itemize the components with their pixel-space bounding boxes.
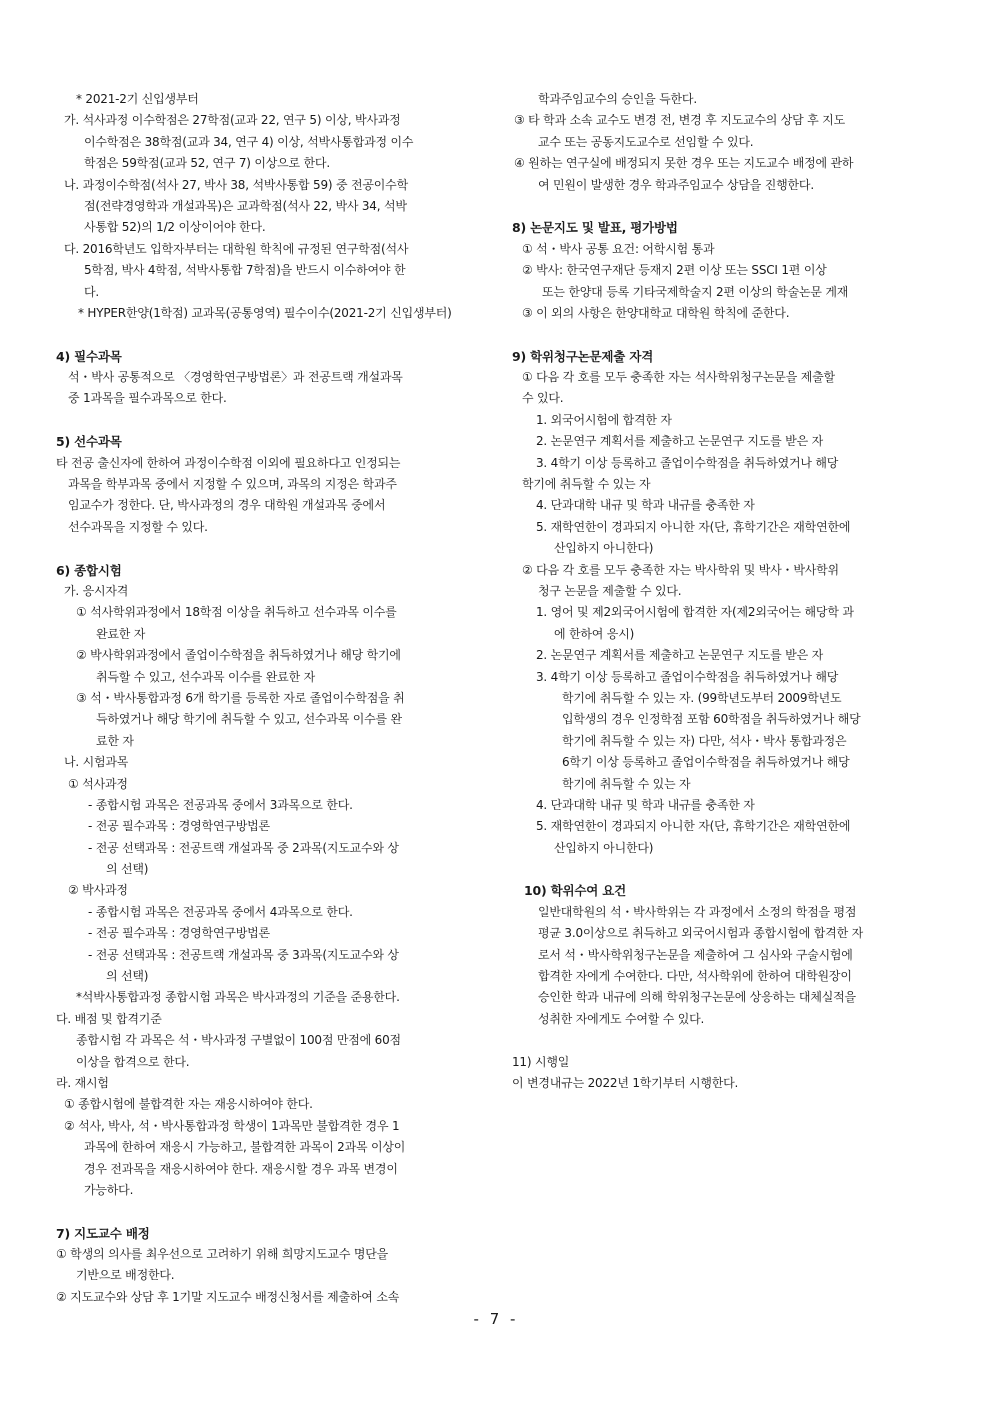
text-line: ③ 타 학과 소속 교수도 변경 전, 변경 후 지도교수의 상담 후 지도 (514, 113, 845, 128)
text-line: 가. 석사과정 이수학점은 27학점(교과 22, 연구 5) 이상, 박사과정 (64, 113, 401, 128)
text-line: 타 전공 출신자에 한하여 과정이수학점 이외에 필요하다고 인정되는 (56, 455, 401, 470)
text-line: 1. 영어 및 제2외국어시험에 합격한 자(제2외국어는 해당학 과 (536, 605, 854, 620)
page-number: - 7 - (473, 1310, 519, 1328)
text-line: 임교수가 정한다. 단, 박사과정의 경우 대학원 개설과목 중에서 (68, 498, 386, 513)
left-column (56, 89, 480, 1308)
text-line: 5. 재학연한이 경과되지 아니한 자(단, 휴학기간은 재학연한에 (536, 819, 851, 834)
text-line: 다. 배점 및 합격기준 (56, 1011, 162, 1026)
text-line: 학과주임교수의 승인을 득한다. (538, 92, 697, 106)
text-line: 로서 석・박사학위청구논문을 제출하여 그 심사와 구술시험에 (538, 947, 853, 962)
text-line: 수 있다. (522, 391, 564, 406)
text-line: ① 종합시험에 불합격한 자는 재응시하여야 한다. (64, 1097, 313, 1112)
text-line: - 전공 선택과목 : 전공트랙 개설과목 중 2과목(지도교수와 상 (88, 840, 399, 855)
text-line: 의 선택) (106, 862, 149, 877)
section-heading: 7) 지도교수 배정 (56, 1225, 150, 1241)
text-line: 완료한 자 (96, 626, 146, 641)
text-line: * HYPER한양(1학점) 교과목(공통영역) 필수이수(2021-2기 신입생부터) (78, 305, 452, 320)
text-line: - 전공 선택과목 : 전공트랙 개설과목 중 3과목(지도교수와 상 (88, 947, 399, 962)
text-line: ① 다음 각 호를 모두 충족한 자는 석사학위청구논문을 제출할 (522, 370, 835, 385)
text-line: 나. 과정이수학점(석사 27, 박사 38, 석박사통합 59) 중 전공이수학 (64, 177, 408, 192)
text-line: ② 다음 각 호를 모두 충족한 자는 박사학위 및 박사・박사학위 (522, 562, 839, 577)
text-line: 5. 재학연한이 경과되지 아니한 자(단, 휴학기간은 재학연한에 (536, 519, 851, 534)
text-line: 평균 3.0이상으로 취득하고 외국어시험과 종합시험에 합격한 자 (538, 926, 863, 941)
text-line: 라. 재시험 (56, 1075, 109, 1090)
text-line: 점(전략경영학과 개설과목)은 교과학점(석사 22, 박사 34, 석박 (84, 198, 407, 213)
text-line: ① 석사과정 (68, 776, 128, 791)
text-line: 다. 2016학년도 입학자부터는 대학원 학칙에 규정된 연구학점(석사 (64, 241, 409, 256)
text-line: 4. 단과대학 내규 및 학과 내규를 충족한 자 (536, 797, 755, 812)
text-line: ② 박사과정 (68, 883, 128, 898)
text-line: ② 석사, 박사, 석・박사통합과정 학생이 1과목만 불합격한 경우 1 (64, 1118, 400, 1133)
text-line: ① 석사학위과정에서 18학점 이상을 취득하고 선수과목 이수를 (76, 605, 397, 620)
section-heading: 9) 학위청구논문제출 자격 (512, 348, 654, 364)
text-line: 승인한 학과 내규에 의해 학위청구논문에 상응하는 대체실적을 (538, 990, 856, 1005)
text-line: 4. 단과대학 내규 및 학과 내규를 충족한 자 (536, 498, 755, 513)
text-line: ④ 원하는 연구실에 배정되지 못한 경우 또는 지도교수 배정에 관하 (514, 156, 854, 171)
paragraph-gap (56, 1201, 480, 1222)
text-line: 사통합 52)의 1/2 이상이어야 한다. (84, 220, 266, 235)
text-line: 2. 논문연구 계획서를 제출하고 논문연구 지도를 받은 자 (536, 434, 823, 449)
text-line: 중 1과목을 필수과목으로 한다. (68, 391, 227, 406)
text-line: ③ 이 외의 사항은 한양대학교 대학원 학칙에 준한다. (522, 305, 790, 320)
text-line: 취득할 수 있고, 선수과목 이수를 완료한 자 (96, 669, 315, 684)
text-line: 학기에 취득할 수 있는 자 (522, 477, 651, 492)
right-column (512, 89, 938, 1094)
text-line: 합격한 자에게 수여한다. 다만, 석사학위에 한하여 대학원장이 (538, 969, 852, 984)
paragraph-gap (512, 324, 938, 345)
text-line: ② 지도교수와 상담 후 1기말 지도교수 배정신청서를 제출하여 소속 (56, 1289, 400, 1304)
text-line: 석・박사 공통적으로 〈경영학연구방법론〉과 전공트랙 개설과목 (68, 370, 403, 385)
text-line: 가능하다. (84, 1182, 134, 1197)
text-line: 기반으로 배정한다. (76, 1268, 175, 1283)
text-line: 과목을 학부과목 중에서 지정할 수 있으며, 과목의 지정은 학과주 (68, 477, 397, 492)
text-line: 일반대학원의 석・박사학위는 각 과정에서 소정의 학점을 평점 (538, 904, 857, 919)
text-line: 3. 4학기 이상 등록하고 졸업이수학점을 취득하였거나 해당 (536, 455, 839, 470)
text-line: 산입하지 아니한다) (554, 541, 654, 556)
text-line: 학기에 취득할 수 있는 자. (99학년도부터 2009학년도 (562, 690, 842, 705)
text-line: 득하였거나 해당 학기에 취득할 수 있고, 선수과목 이수를 완 (96, 712, 402, 727)
section-heading: 10) 학위수여 요건 (524, 883, 627, 899)
text-line: 11) 시행일 (512, 1054, 570, 1069)
section-heading: 6) 종합시험 (56, 562, 122, 578)
text-line: 입학생의 경우 인정학점 포함 60학점을 취득하였거나 해당 (562, 712, 861, 727)
text-line: 종합시험 각 과목은 석・박사과정 구별없이 100점 만점에 60점 (76, 1033, 401, 1048)
text-line: * 2021-2기 신입생부터 (76, 92, 199, 106)
text-line: - 전공 필수과목 : 경영학연구방법론 (88, 926, 270, 941)
text-line: 이상을 합격으로 한다. (76, 1054, 190, 1069)
text-line: ② 박사: 한국연구재단 등재지 2편 이상 또는 SSCI 1편 이상 (522, 263, 827, 278)
text-line: 의 선택) (106, 969, 149, 984)
text-line: 경우 전과목을 재응시하여야 한다. 재응시할 경우 과목 변경이 (84, 1161, 398, 1176)
paragraph-gap (512, 196, 938, 217)
section-heading: 8) 논문지도 및 발표, 평가방법 (512, 220, 678, 236)
paragraph-gap (512, 859, 938, 880)
text-line: 2. 논문연구 계획서를 제출하고 논문연구 지도를 받은 자 (536, 648, 823, 663)
text-line: ① 석・박사 공통 요건: 어학시험 통과 (522, 241, 715, 256)
text-line: 가. 응시자격 (64, 583, 129, 598)
text-line: 1. 외국어시험에 합격한 자 (536, 412, 672, 427)
text-line: 여 민원이 발생한 경우 학과주임교수 상담을 진행한다. (538, 177, 814, 192)
paragraph-gap (512, 1030, 938, 1051)
text-line: 이 변경내규는 2022년 1학기부터 시행한다. (512, 1075, 739, 1090)
text-line: *석박사통합과정 종합시험 과목은 박사과정의 기준을 준용한다. (76, 990, 400, 1005)
text-line: 과목에 한하여 재응시 가능하고, 불합격한 과목이 2과목 이상이 (84, 1140, 406, 1155)
text-line: 5학점, 박사 4학점, 석박사통합 7학점)을 반드시 이수하여야 한 (84, 263, 406, 278)
text-line: 또는 한양대 등록 기타국제학술지 2편 이상의 학술논문 게재 (542, 284, 849, 299)
text-line: 학기에 취득할 수 있는 자) 다만, 석사・박사 통합과정은 (562, 733, 847, 748)
text-line: - 전공 필수과목 : 경영학연구방법론 (88, 819, 270, 834)
text-line: - 종합시험 과목은 전공과목 중에서 4과목으로 한다. (88, 904, 353, 919)
text-line: 산입하지 아니한다) (554, 840, 654, 855)
text-line: 교수 또는 공동지도교수로 선임할 수 있다. (538, 134, 754, 149)
text-line: 청구 논문을 제출할 수 있다. (538, 583, 682, 598)
text-line: 3. 4학기 이상 등록하고 졸업이수학점을 취득하였거나 해당 (536, 669, 839, 684)
text-line: 료한 자 (96, 733, 134, 748)
text-line: ① 학생의 의사를 최우선으로 고려하기 위해 희망지도교수 명단을 (56, 1247, 389, 1262)
text-line: ② 박사학위과정에서 졸업이수학점을 취득하였거나 해당 학기에 (76, 648, 401, 663)
text-line: 학점은 59학점(교과 52, 연구 7) 이상으로 한다. (84, 156, 330, 171)
text-line: ③ 석・박사통합과정 6개 학기를 등록한 자로 졸업이수학점을 취 (76, 690, 405, 705)
paragraph-gap (56, 410, 480, 431)
text-line: 에 한하여 응시) (554, 626, 635, 641)
section-heading: 5) 선수과목 (56, 434, 122, 450)
text-line: - 종합시험 과목은 전공과목 중에서 3과목으로 한다. (88, 797, 353, 812)
text-line: 다. (84, 284, 100, 299)
paragraph-gap (56, 538, 480, 559)
text-line: 성취한 자에게도 수여할 수 있다. (538, 1011, 705, 1026)
paragraph-gap (56, 324, 480, 345)
text-line: 선수과목을 지정할 수 있다. (68, 519, 208, 534)
section-heading: 4) 필수과목 (56, 348, 122, 364)
text-line: 6학기 이상 등록하고 졸업이수학점을 취득하였거나 해당 (562, 755, 850, 770)
text-line: 이수학점은 38학점(교과 34, 연구 4) 이상, 석박사통합과정 이수 (84, 134, 414, 149)
text-line: 학기에 취득할 수 있는 자 (562, 776, 691, 791)
text-line: 나. 시험과목 (64, 755, 129, 770)
